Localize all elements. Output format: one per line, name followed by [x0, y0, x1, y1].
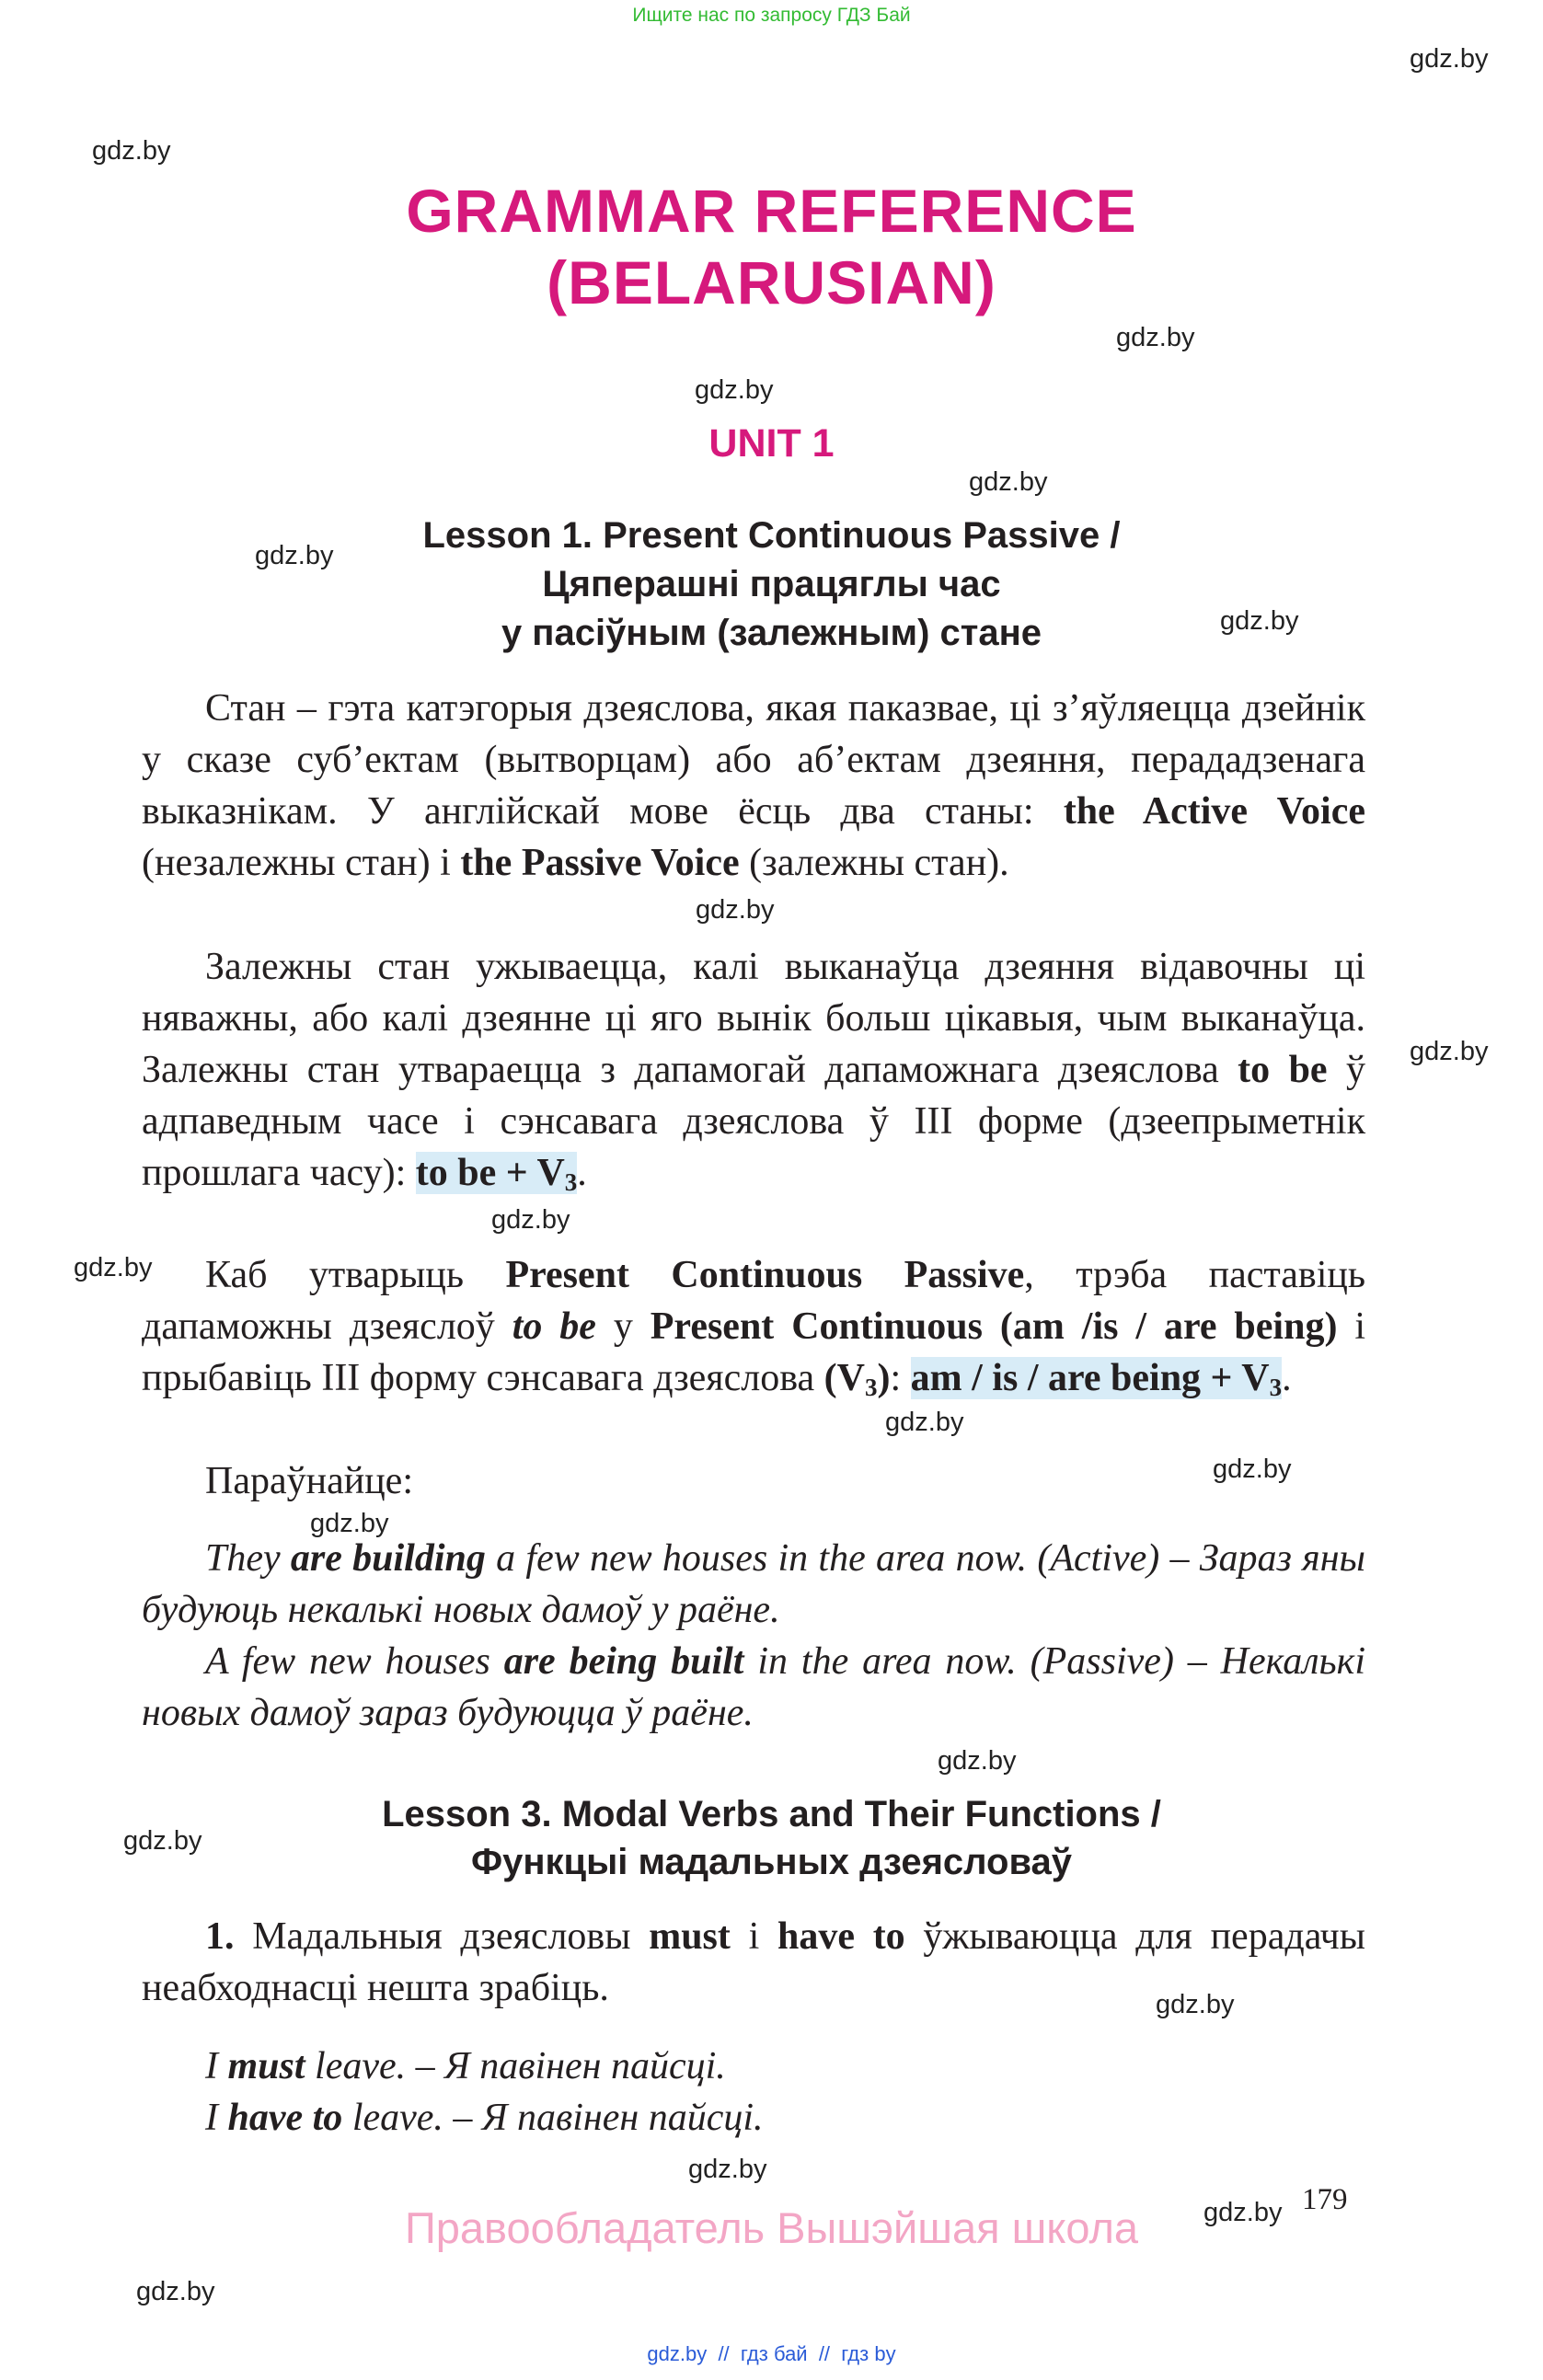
watermark: gdz.by: [1156, 1990, 1235, 2019]
watermark: gdz.by: [1410, 44, 1489, 74]
watermark: gdz.by: [136, 2277, 215, 2306]
lesson1-paragraph-2: Залежны стан ужываецца, калі выканаўца дзеяння відавочны ці няважны, або калі дзеянне ці яго вынік больш цікавыя, чым выканаўца. Залежны стан утвараецца з дапамогай дапаможнага дзеяслова to be ў адпаведным часе і сэнсавага дзеяслова ў III форме (дзеепрыметнік прошлага часу): to be + $V_3$.: [142, 946, 1365, 1196]
lesson3-heading-line2: Функцыі мадальных дзеясловаў: [470, 1842, 1073, 1882]
lesson1-heading-line3: у пасіўным (залежным) стане: [501, 613, 1042, 653]
lesson1-heading-line1: Lesson 1. Present Continuous Passive /: [422, 515, 1121, 556]
watermark: gdz.by: [969, 467, 1048, 497]
watermark: gdz.by: [123, 1826, 202, 1856]
watermark: gdz.by: [1203, 2198, 1283, 2227]
page-number: 179: [1302, 2183, 1348, 2216]
watermark: gdz.by: [310, 1509, 389, 1538]
watermark: gdz.by: [74, 1253, 153, 1282]
passive-formula: to be + $V_3$: [415, 1152, 578, 1196]
copyright-notice: Правообладатель Вышэйшая школа: [404, 2203, 1139, 2252]
watermark: gdz.by: [1116, 323, 1195, 352]
footer-links: gdz.by // гдз бай // гдз by: [647, 2342, 896, 2365]
watermark: gdz.by: [255, 541, 334, 570]
watermark: gdz.by: [695, 375, 774, 405]
watermark: gdz.by: [491, 1205, 570, 1235]
present-continuous-passive-formula: am / is / are being + $V_3$: [910, 1357, 1283, 1401]
lesson1-heading-line2: Цяперашні працяглы час: [542, 564, 1001, 604]
watermark: gdz.by: [1220, 606, 1299, 636]
watermark: gdz.by: [92, 136, 171, 166]
lesson1-example-active: They are building a few new houses in the area now. (Active) – Зараз яны будуюць некалькі новых дамоў у раёне.: [142, 1537, 1365, 1631]
watermark: gdz.by: [885, 1408, 964, 1437]
page-title: GRAMMAR REFERENCE: [406, 177, 1137, 245]
top-banner: Ищите нас по запросу ГДЗ Бай: [632, 5, 911, 26]
page-subtitle: (BELARUSIAN): [547, 248, 996, 316]
lesson1-paragraph-1: Стан – гэта катэгорыя дзеяслова, якая паказвае, ці з’яўляецца дзейнік у сказе суб’ектам (вытворцам) або аб’ектам дзеяння, перададзенага выказнікам. У англійскай мове ёсць два станы: the Active Voice (незалежны стан) і the Passive Voice (залежны стан).: [142, 687, 1365, 884]
lesson3-example-have-to: I have to leave. – Я павінен пайсці.: [205, 2097, 764, 2139]
compare-label: Параўнайце:: [205, 1460, 413, 1502]
watermark: gdz.by: [1213, 1454, 1292, 1484]
lesson1-paragraph-3: Каб утварыць Present Continuous Passive, трэба паставіць дапаможны дзеяслоў to be у Present Continuous (am /is / are being) і прыбавіць III форму сэнсавага дзеяслова $(V_3)$: am / is / are being + $V_3$.: [142, 1254, 1366, 1401]
watermark: gdz.by: [696, 895, 775, 925]
lesson1-example-passive: A few new houses are being built in the area now. (Passive) – Некалькі новых дамоў зараз будуюцца ў раёне.: [142, 1640, 1365, 1734]
lesson3-example-must: I must leave. – Я павінен пайсці.: [205, 2045, 726, 2087]
unit-heading: UNIT 1: [708, 421, 835, 466]
watermark: gdz.by: [688, 2155, 767, 2184]
lesson3-heading-line1: Lesson 3. Modal Verbs and Their Functions /: [382, 1794, 1161, 1834]
lesson3-paragraph-1: 1. Мадальныя дзеясловы must і have to ўжываюцца для перадачы неабходнасці нешта зрабіць.: [142, 1915, 1366, 2009]
watermark: gdz.by: [938, 1746, 1017, 1776]
watermark: gdz.by: [1410, 1037, 1489, 1066]
